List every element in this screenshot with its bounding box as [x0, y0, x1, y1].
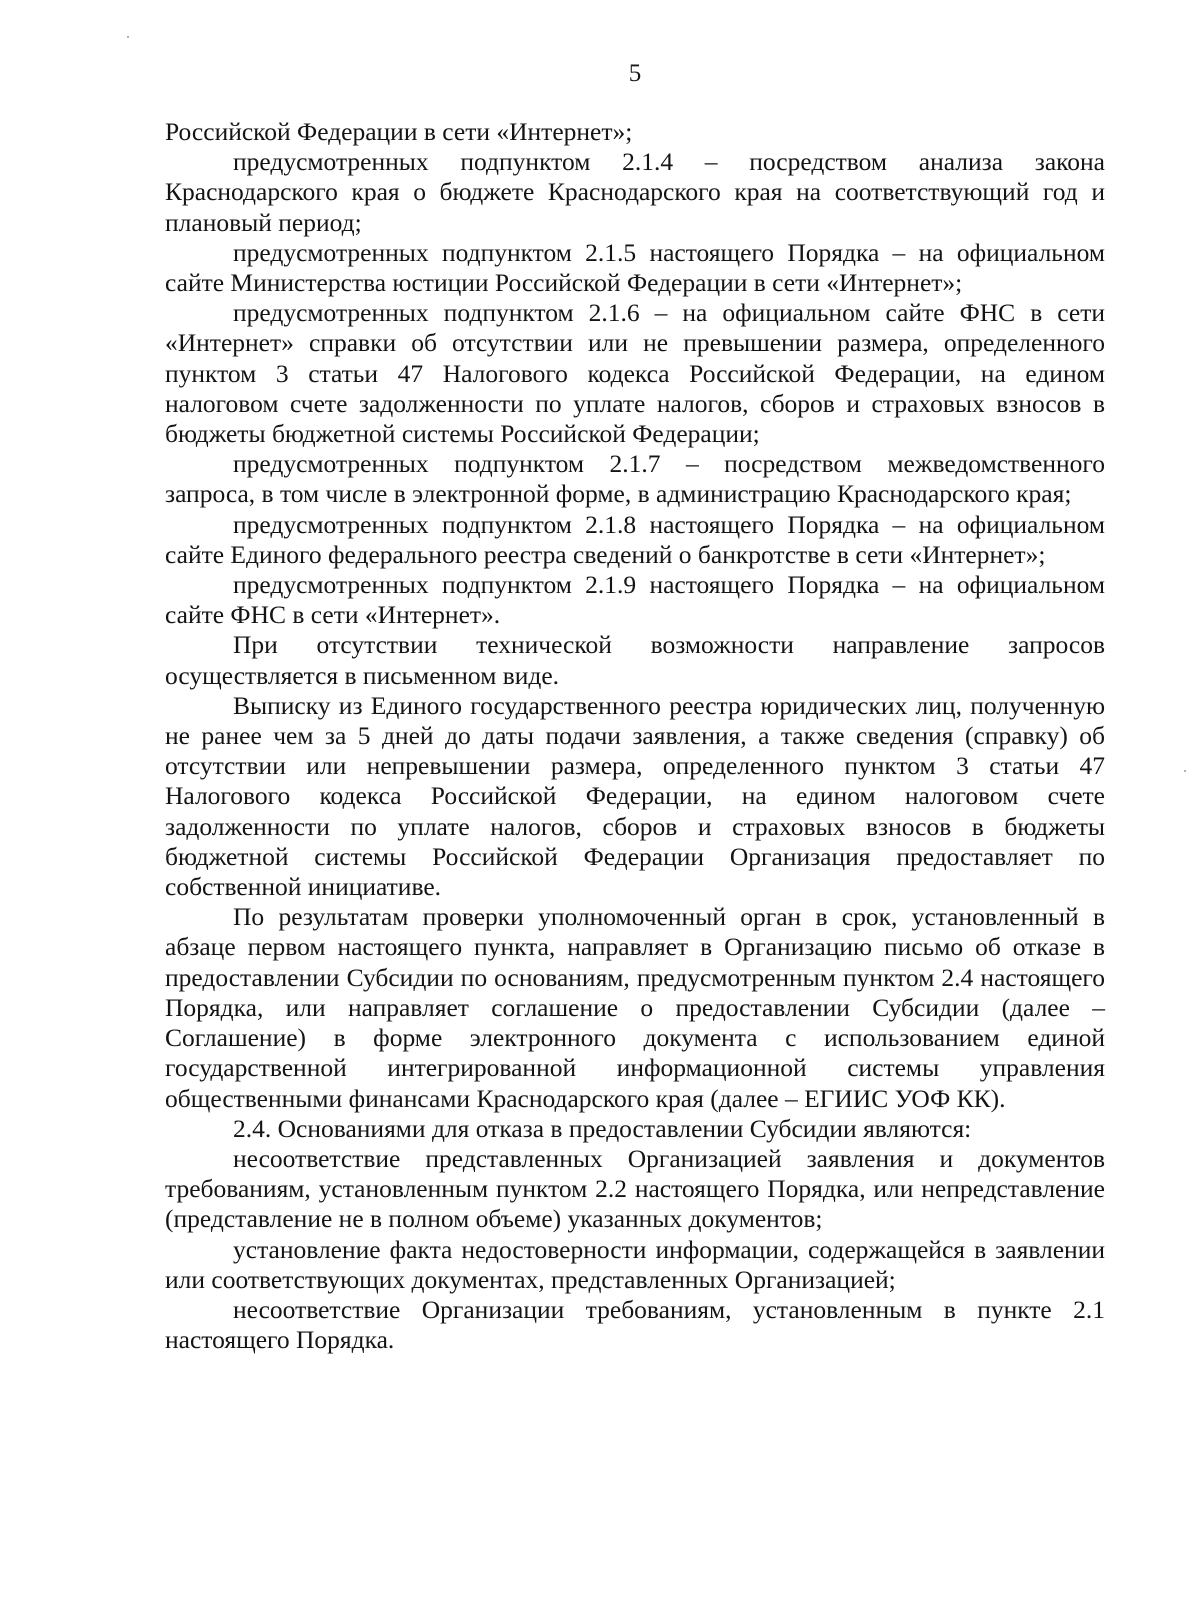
paragraph: Выписку из Единого государственного реестра юридических лиц, полученную не ранее чем за 5 дней до даты подачи заявления, а также сведения (справку) об отсутствии или непревышении размера, определенного пунктом 3 статьи 47 Налогового кодекса Российской Федерации, на едином налоговом счете задолженности по уплате налогов, сборов и страховых взносов в бюджеты бюджетной системы Российской Федерации Организация предоставляет по собственной инициативе.: [165, 690, 1105, 902]
scan-speck: [1184, 770, 1186, 772]
page-number: 5: [628, 60, 642, 87]
paragraph: установление факта недостоверности информации, содержащейся в заявлении или соответствующих документах, представленных Организацией;: [165, 1234, 1105, 1294]
paragraph: При отсутствии технической возможности направление запросов осуществляется в письменном виде.: [165, 630, 1105, 690]
paragraph: несоответствие Организации требованиям, установленным в пункте 2.1 настоящего Порядка.: [165, 1294, 1105, 1355]
document-body: [165, 117, 1105, 1355]
paragraph: предусмотренных подпунктом 2.1.9 настоящего Порядка – на официальном сайте ФНС в сети «Интернет».: [165, 570, 1105, 630]
paragraph: предусмотренных подпунктом 2.1.7 – посредством межведомственного запроса, в том числе в электронной форме, в администрацию Краснодарского края;: [165, 449, 1105, 509]
paragraph: предусмотренных подпунктом 2.1.5 настоящего Порядка – на официальном сайте Министерства юстиции Российской Федерации в сети «Интернет»;: [165, 237, 1105, 298]
section-heading-2-4: 2.4. Основаниями для отказа в предоставлении Субсидии являются:: [233, 1113, 972, 1143]
paragraph: предусмотренных подпунктом 2.1.6 – на официальном сайте ФНС в сети «Интернет» справки об отсутствии или не превышении размера, определенного пунктом 3 статьи 47 Налогового кодекса Российской Федерации, на едином налоговом счете задолженности по уплате налогов, сборов и страховых взносов в бюджеты бюджетной системы Российской Федерации;: [165, 298, 1105, 449]
paragraph: Российской Федерации в сети «Интернет»;: [165, 117, 633, 146]
paragraph: предусмотренных подпунктом 2.1.4 – посредством анализа закона Краснодарского края о бюджете Краснодарского края на соответствующий год и плановый период;: [165, 147, 1105, 237]
scan-speck: [127, 36, 129, 38]
paragraph: По результатам проверки уполномоченный орган в срок, установленный в абзаце первом настоящего пункта, направляет в Организацию письмо об отказе в предоставлении Субсидии по основаниям, предусмотренным пунктом 2.4 настоящего Порядка, или направляет соглашение о предоставлении Субсидии (далее – Соглашение) в форме электронного документа с использованием единой государственной интегрированной информационной системы управления общественными финансами Краснодарского края (далее – ЕГИИС УОФ КК).: [165, 902, 1105, 1113]
paragraph: несоответствие представленных Организацией заявления и документов требованиям, установленным пунктом 2.2 настоящего Порядка, или непредставление (представление не в полном объеме) указанных документов;: [165, 1143, 1105, 1234]
paragraph: предусмотренных подпунктом 2.1.8 настоящего Порядка – на официальном сайте Единого федерального реестра сведений о банкротстве в сети «Интернет»;: [165, 509, 1105, 569]
